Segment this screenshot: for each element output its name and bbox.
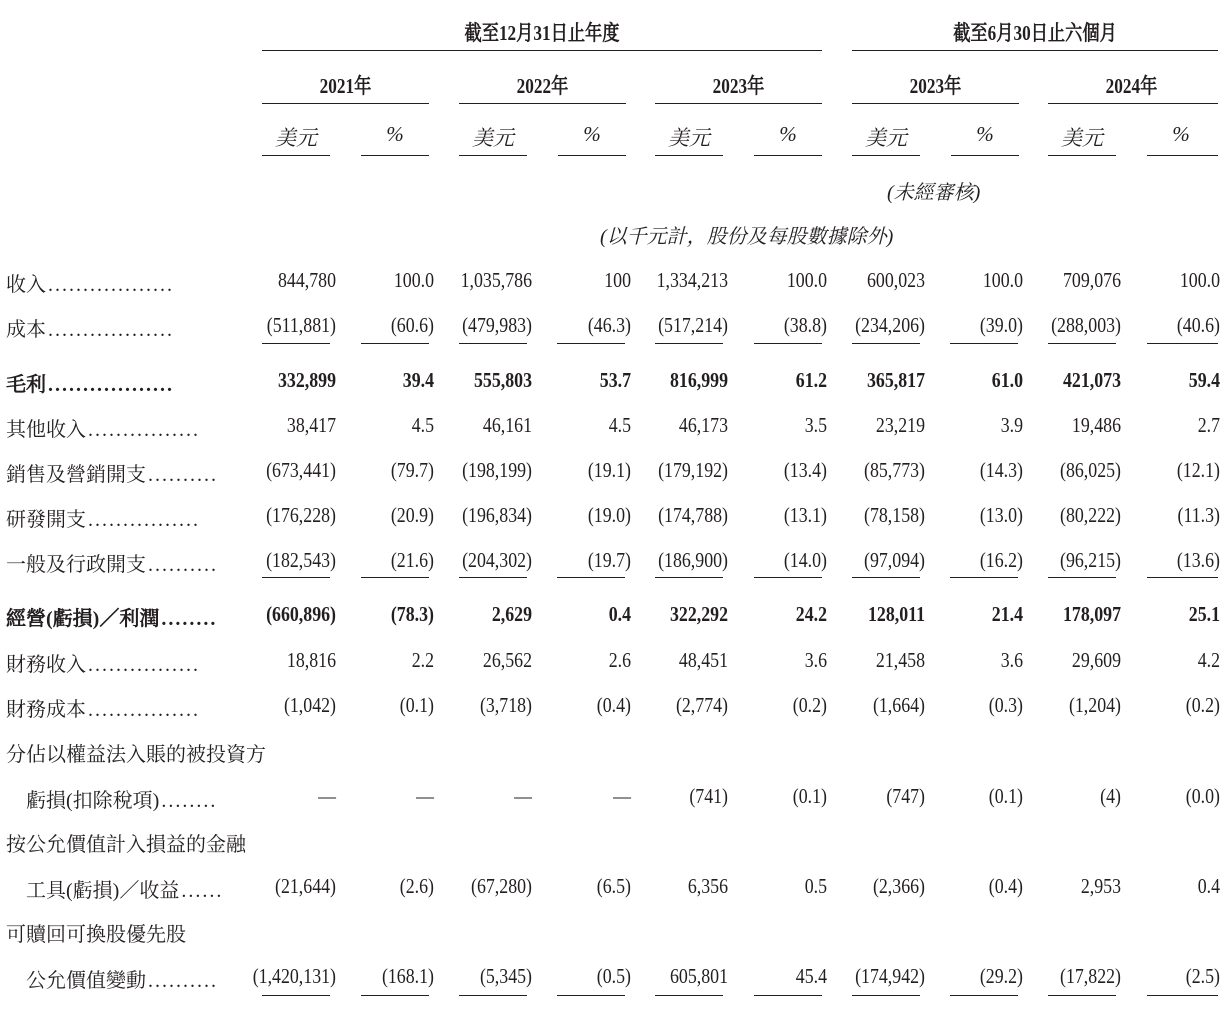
- subtotal-underline: [852, 995, 920, 996]
- percent-cell: (0.2): [1185, 693, 1220, 717]
- row-label-text: 分佔以權益法入賬的被投資方: [6, 744, 266, 766]
- amount-cell: (96,215): [1060, 548, 1121, 572]
- leader-dots: ..........: [148, 554, 218, 576]
- percent-cell: 45.4: [795, 964, 827, 988]
- percent-cell: (0.1): [988, 784, 1023, 808]
- percent-cell: (0.2): [792, 693, 827, 717]
- percent-cell: (14.3): [979, 458, 1023, 482]
- amount-cell: (288,003): [1051, 313, 1121, 337]
- year-header-2023-interim: 2023年: [909, 74, 962, 98]
- percent-cell: —: [613, 784, 631, 808]
- amount-cell: (1,664): [872, 693, 925, 717]
- amount-cell: 38,417: [286, 413, 336, 437]
- percent-cell: 100: [604, 268, 631, 292]
- amount-cell: 19,486: [1071, 413, 1121, 437]
- amount-cell: (741): [689, 784, 728, 808]
- percent-cell: 3.9: [1000, 413, 1023, 437]
- percent-cell: 4.5: [608, 413, 631, 437]
- unit-usd-label: 美元: [275, 126, 317, 150]
- amount-cell: 332,899: [277, 368, 336, 392]
- percent-cell: (79.7): [390, 458, 434, 482]
- percent-cell: (168.1): [381, 964, 434, 988]
- year-header-2021: 2021年: [319, 74, 372, 98]
- amount-cell: (1,042): [283, 693, 336, 717]
- amount-cell: 29,609: [1071, 648, 1121, 672]
- leader-dots: ........: [161, 608, 218, 630]
- row-label: [6, 738, 266, 767]
- leader-dots: ................: [88, 509, 200, 531]
- row-label: [6, 548, 218, 577]
- leader-dots: ........: [161, 790, 218, 812]
- leader-dots: ................: [88, 699, 200, 721]
- percent-cell: (16.2): [979, 548, 1023, 572]
- subtotal-underline: [655, 343, 723, 344]
- amount-cell: (86,025): [1060, 458, 1121, 482]
- unit-pct-label: %: [779, 122, 797, 146]
- subtotal-underline: [754, 995, 822, 996]
- subtotal-underline: [852, 343, 920, 344]
- row-label: [26, 964, 218, 993]
- amount-cell: (21,644): [275, 874, 336, 898]
- row-label: [6, 458, 218, 487]
- row-label-text: 一般及行政開支: [6, 554, 146, 576]
- amount-cell: 6,356: [687, 874, 728, 898]
- row-label: [6, 368, 174, 397]
- year-rule: [655, 103, 822, 104]
- unit-pct-label: %: [1172, 122, 1190, 146]
- percent-cell: 2.7: [1197, 413, 1220, 437]
- percent-cell: (39.0): [979, 313, 1023, 337]
- amount-cell: (179,192): [658, 458, 728, 482]
- amount-cell: 2,629: [491, 602, 532, 626]
- leader-dots: ..........: [148, 464, 218, 486]
- amount-cell: (204,302): [462, 548, 532, 572]
- subtotal-underline: [1048, 343, 1116, 344]
- percent-cell: 59.4: [1188, 368, 1220, 392]
- subtotal-underline: [1147, 995, 1218, 996]
- row-label-text: 虧損(扣除稅項): [26, 790, 160, 812]
- amount-cell: (747): [886, 784, 925, 808]
- unit-rule: [262, 155, 330, 156]
- row-label: [6, 313, 174, 342]
- unit-usd-label: 美元: [1061, 126, 1103, 150]
- percent-cell: (11.3): [1177, 503, 1220, 527]
- percent-cell: (0.5): [596, 964, 631, 988]
- percent-cell: 39.4: [402, 368, 434, 392]
- amount-cell: (1,420,131): [252, 964, 336, 988]
- amount-cell: —: [318, 784, 336, 808]
- unit-rule: [459, 155, 527, 156]
- unit-rule: [1048, 155, 1116, 156]
- unit-rule: [558, 155, 626, 156]
- percent-cell: (13.0): [979, 503, 1023, 527]
- subtotal-underline: [459, 577, 527, 578]
- percent-cell: (29.2): [979, 964, 1023, 988]
- percent-cell: (60.6): [390, 313, 434, 337]
- amount-cell: (78,158): [864, 503, 925, 527]
- subtotal-underline: [950, 343, 1018, 344]
- amount-cell: 1,035,786: [460, 268, 532, 292]
- percent-cell: (40.6): [1176, 313, 1220, 337]
- subtotal-underline: [655, 577, 723, 578]
- subtotal-underline: [361, 577, 429, 578]
- leader-dots: ................: [88, 419, 200, 441]
- amount-cell: (511,881): [266, 313, 336, 337]
- percent-cell: (6.5): [596, 874, 631, 898]
- percent-cell: (0.3): [988, 693, 1023, 717]
- annual-header-rule: [262, 50, 822, 51]
- amount-cell: 421,073: [1062, 368, 1121, 392]
- percent-cell: (78.3): [390, 602, 434, 626]
- amount-cell: 1,334,213: [656, 268, 728, 292]
- amount-cell: (673,441): [266, 458, 336, 482]
- unit-rule: [655, 155, 723, 156]
- percent-cell: 61.2: [795, 368, 827, 392]
- unit-usd-label: 美元: [472, 126, 514, 150]
- subtotal-underline: [459, 995, 527, 996]
- subtotal-underline: [852, 577, 920, 578]
- amount-cell: (5,345): [479, 964, 532, 988]
- row-label-text: 工具(虧損)／收益: [26, 880, 180, 902]
- interim-period-header: 截至6月30日止六個月: [953, 21, 1117, 45]
- unit-usd-label: 美元: [668, 126, 710, 150]
- row-label-text: 毛利: [6, 374, 46, 396]
- amount-cell: 605,801: [669, 964, 728, 988]
- row-label-text: 財務收入: [6, 654, 86, 676]
- amount-cell: (2,774): [675, 693, 728, 717]
- percent-cell: (19.0): [587, 503, 631, 527]
- subtotal-underline: [262, 577, 330, 578]
- amount-cell: (660,896): [266, 602, 336, 626]
- leader-dots: ..................: [48, 319, 174, 341]
- year-rule: [1048, 103, 1218, 104]
- percent-cell: 53.7: [599, 368, 631, 392]
- amount-cell: (517,214): [658, 313, 728, 337]
- percent-cell: (21.6): [390, 548, 434, 572]
- amount-cell: 2,953: [1080, 874, 1121, 898]
- amount-cell: (67,280): [471, 874, 532, 898]
- amount-cell: (479,983): [462, 313, 532, 337]
- subtotal-underline: [361, 343, 429, 344]
- row-label: [6, 602, 217, 631]
- percent-cell: 3.6: [804, 648, 827, 672]
- amount-cell: 709,076: [1062, 268, 1121, 292]
- row-label: [26, 784, 217, 813]
- row-label-text: 經營(虧損)／利潤: [6, 608, 160, 630]
- amount-cell: (196,834): [462, 503, 532, 527]
- row-label-text: 銷售及營銷開支: [6, 464, 146, 486]
- unit-pct-label: %: [976, 122, 994, 146]
- percent-cell: 21.4: [991, 602, 1023, 626]
- percent-cell: —: [416, 784, 434, 808]
- subtotal-underline: [361, 995, 429, 996]
- percent-cell: 100.0: [786, 268, 827, 292]
- subtotal-underline: [1048, 995, 1116, 996]
- amount-cell: (176,228): [266, 503, 336, 527]
- percent-cell: 3.6: [1000, 648, 1023, 672]
- row-label: [6, 918, 186, 947]
- subtotal-underline: [557, 577, 625, 578]
- year-rule: [852, 103, 1019, 104]
- amount-cell: —: [514, 784, 532, 808]
- percent-cell: (2.6): [399, 874, 434, 898]
- percent-cell: (19.7): [587, 548, 631, 572]
- subtotal-underline: [262, 995, 330, 996]
- row-label: [6, 413, 200, 442]
- percent-cell: (38.8): [783, 313, 827, 337]
- amount-cell: (85,773): [864, 458, 925, 482]
- percent-cell: (0.1): [399, 693, 434, 717]
- leader-dots: ................: [88, 654, 200, 676]
- percent-cell: 100.0: [393, 268, 434, 292]
- percent-cell: (19.1): [587, 458, 631, 482]
- percent-cell: 24.2: [795, 602, 827, 626]
- amount-cell: 23,219: [875, 413, 925, 437]
- percent-cell: 100.0: [982, 268, 1023, 292]
- amount-cell: 21,458: [875, 648, 925, 672]
- row-label: [6, 268, 174, 297]
- percent-cell: 3.5: [804, 413, 827, 437]
- amount-cell: 365,817: [866, 368, 925, 392]
- row-label-text: 其他收入: [6, 419, 86, 441]
- amount-cell: (17,822): [1060, 964, 1121, 988]
- subtotal-underline: [1147, 343, 1218, 344]
- subtotal-underline: [655, 995, 723, 996]
- amount-cell: 46,173: [678, 413, 728, 437]
- year-rule: [262, 103, 429, 104]
- row-label-text: 公允價值變動: [26, 970, 146, 992]
- row-label-text: 按公允價值計入損益的金融: [6, 834, 246, 856]
- unaudited-note: (未經審核): [887, 182, 981, 204]
- subtotal-underline: [459, 343, 527, 344]
- row-label-text: 可贖回可換股優先股: [6, 924, 186, 946]
- subtotal-underline: [1147, 577, 1218, 578]
- amount-cell: (80,222): [1060, 503, 1121, 527]
- percent-cell: (2.5): [1185, 964, 1220, 988]
- subtotal-underline: [262, 343, 330, 344]
- year-header-2022: 2022年: [516, 74, 569, 98]
- percent-cell: 0.4: [608, 602, 631, 626]
- amount-cell: 26,562: [482, 648, 532, 672]
- amount-cell: 178,097: [1062, 602, 1121, 626]
- amount-cell: 46,161: [482, 413, 532, 437]
- row-label-text: 收入: [6, 274, 46, 296]
- row-label: [26, 874, 223, 903]
- amount-cell: 322,292: [669, 602, 728, 626]
- percent-cell: 25.1: [1188, 602, 1220, 626]
- annual-period-header: 截至12月31日止年度: [464, 21, 620, 45]
- percent-cell: (13.1): [783, 503, 827, 527]
- percent-cell: 0.4: [1197, 874, 1220, 898]
- thousands-note: (以千元計，股份及每股數據除外): [600, 226, 894, 248]
- unit-pct-label: %: [386, 122, 404, 146]
- subtotal-underline: [754, 577, 822, 578]
- amount-cell: (198,199): [462, 458, 532, 482]
- amount-cell: (2,366): [872, 874, 925, 898]
- unit-rule: [1147, 155, 1218, 156]
- amount-cell: (174,942): [855, 964, 925, 988]
- unit-rule: [754, 155, 822, 156]
- subtotal-underline: [950, 995, 1018, 996]
- percent-cell: 4.2: [1197, 648, 1220, 672]
- amount-cell: 816,999: [669, 368, 728, 392]
- percent-cell: 61.0: [991, 368, 1023, 392]
- row-label-text: 成本: [6, 319, 46, 341]
- subtotal-underline: [1048, 577, 1116, 578]
- subtotal-underline: [557, 995, 625, 996]
- percent-cell: (0.4): [988, 874, 1023, 898]
- amount-cell: (182,543): [266, 548, 336, 572]
- unit-pct-label: %: [583, 122, 601, 146]
- percent-cell: (13.6): [1176, 548, 1220, 572]
- amount-cell: (3,718): [479, 693, 532, 717]
- amount-cell: 600,023: [866, 268, 925, 292]
- percent-cell: (20.9): [390, 503, 434, 527]
- amount-cell: 555,803: [473, 368, 532, 392]
- row-label: [6, 828, 246, 857]
- row-label: [6, 648, 200, 677]
- amount-cell: (186,900): [658, 548, 728, 572]
- amount-cell: 18,816: [286, 648, 336, 672]
- percent-cell: 0.5: [804, 874, 827, 898]
- subtotal-underline: [950, 577, 1018, 578]
- percent-cell: 4.5: [411, 413, 434, 437]
- amount-cell: 48,451: [678, 648, 728, 672]
- amount-cell: (4): [1100, 784, 1121, 808]
- amount-cell: (1,204): [1068, 693, 1121, 717]
- row-label: [6, 693, 200, 722]
- percent-cell: (0.4): [596, 693, 631, 717]
- row-label-text: 財務成本: [6, 699, 86, 721]
- amount-cell: (234,206): [855, 313, 925, 337]
- percent-cell: 100.0: [1179, 268, 1220, 292]
- year-header-2024-interim: 2024年: [1105, 74, 1158, 98]
- leader-dots: ..................: [48, 374, 174, 396]
- row-label: [6, 503, 200, 532]
- amount-cell: 128,011: [867, 602, 925, 626]
- leader-dots: ..........: [148, 970, 218, 992]
- percent-cell: 2.6: [608, 648, 631, 672]
- year-header-2023: 2023年: [712, 74, 765, 98]
- subtotal-underline: [754, 343, 822, 344]
- percent-cell: (14.0): [783, 548, 827, 572]
- unit-rule: [361, 155, 429, 156]
- amount-cell: (97,094): [864, 548, 925, 572]
- percent-cell: (0.1): [792, 784, 827, 808]
- percent-cell: (46.3): [587, 313, 631, 337]
- subtotal-underline: [557, 343, 625, 344]
- row-label-text: 研發開支: [6, 509, 86, 531]
- leader-dots: ..................: [48, 274, 174, 296]
- unit-rule: [951, 155, 1019, 156]
- percent-cell: (12.1): [1176, 458, 1220, 482]
- amount-cell: 844,780: [277, 268, 336, 292]
- percent-cell: (13.4): [783, 458, 827, 482]
- unit-usd-label: 美元: [865, 126, 907, 150]
- leader-dots: ......: [181, 880, 224, 902]
- year-rule: [459, 103, 626, 104]
- percent-cell: 2.2: [411, 648, 434, 672]
- amount-cell: (174,788): [658, 503, 728, 527]
- percent-cell: (0.0): [1185, 784, 1220, 808]
- unit-rule: [852, 155, 920, 156]
- interim-header-rule: [852, 50, 1218, 51]
